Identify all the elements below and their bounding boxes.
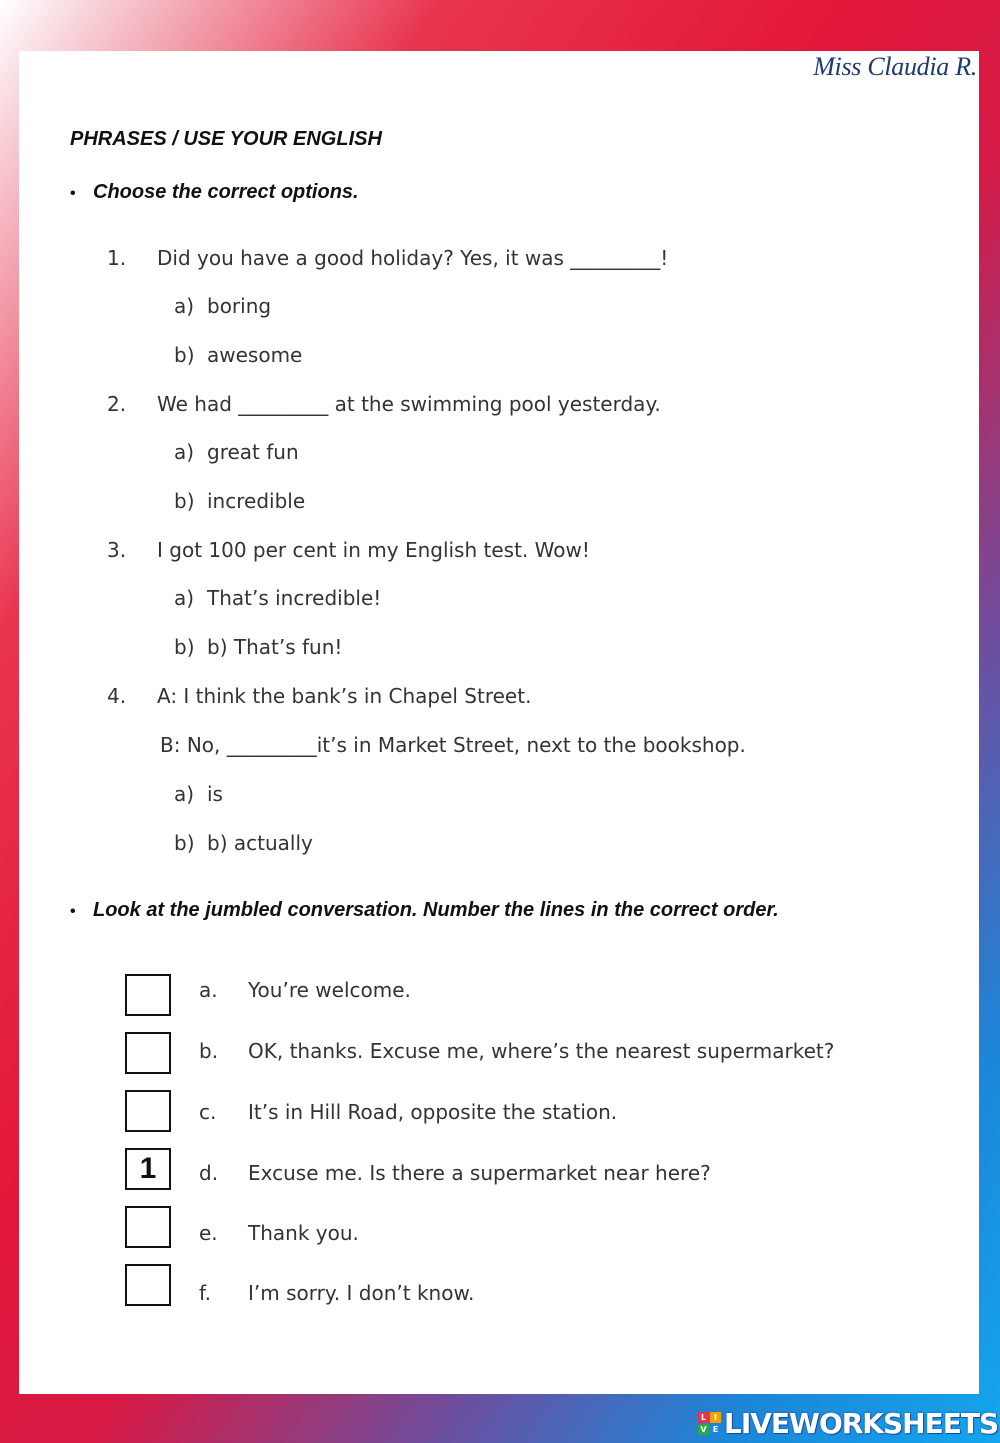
question-text: We had _________ at the swimming pool yesterday.	[157, 392, 661, 416]
answer-box[interactable]	[125, 1032, 171, 1074]
option-label: a)	[174, 440, 195, 464]
option-label: a)	[174, 782, 195, 806]
worksheet-page	[19, 51, 979, 1394]
line-letter: c.	[199, 1100, 217, 1124]
line-letter: e.	[199, 1221, 218, 1245]
line-letter: a.	[199, 978, 218, 1002]
question-number: 2.	[107, 392, 127, 416]
logo-mark-tile: E	[710, 1424, 721, 1435]
line-text: Thank you.	[248, 1221, 359, 1245]
option-text[interactable]: incredible	[207, 489, 306, 513]
question-text-line2: B: No, _________it’s in Market Street, next to the bookshop.	[160, 733, 746, 757]
line-letter: d.	[199, 1161, 219, 1185]
liveworksheets-logo[interactable]	[698, 1406, 998, 1440]
bullet: •	[70, 185, 76, 202]
line-text: I’m sorry. I don’t know.	[248, 1281, 475, 1305]
section1-instruction: • Choose the correct options.	[70, 181, 359, 203]
option-text[interactable]: b) actually	[207, 831, 313, 855]
line-text: It’s in Hill Road, opposite the station.	[248, 1100, 618, 1124]
section2-instruction: • Look at the jumbled conversation. Number the lines in the correct order.	[70, 899, 779, 921]
option-label: b)	[174, 831, 195, 855]
option-label: b)	[174, 635, 195, 659]
answer-box[interactable]	[125, 1206, 171, 1248]
question-number: 3.	[107, 538, 127, 562]
logo-mark-tile: V	[698, 1424, 709, 1435]
option-text[interactable]: awesome	[207, 343, 303, 367]
question-number: 1.	[107, 246, 127, 270]
option-text[interactable]: That’s incredible!	[207, 586, 382, 610]
logo-text: LIVEWORKSHEETS	[724, 1406, 999, 1440]
option-label: a)	[174, 294, 195, 318]
answer-box[interactable]	[125, 1090, 171, 1132]
question-text: I got 100 per cent in my English test. Wow!	[157, 538, 590, 562]
option-label: a)	[174, 586, 195, 610]
option-label: b)	[174, 489, 195, 513]
line-letter: f.	[199, 1281, 211, 1305]
option-label: b)	[174, 343, 195, 367]
bullet: •	[70, 903, 76, 920]
worksheet-heading: PHRASES / USE YOUR ENGLISH	[70, 128, 382, 150]
question-text: A: I think the bank’s in Chapel Street.	[157, 684, 532, 708]
option-text[interactable]: is	[207, 782, 223, 806]
option-text[interactable]: b) That’s fun!	[207, 635, 343, 659]
answer-box[interactable]	[125, 974, 171, 1016]
logo-mark-tile: L	[698, 1412, 709, 1423]
logo-mark-icon	[698, 1412, 721, 1435]
logo-mark-tile: I	[710, 1412, 721, 1423]
answer-box[interactable]: 1	[125, 1148, 171, 1190]
author-name: Miss Claudia R.	[813, 52, 977, 81]
line-text: OK, thanks. Excuse me, where’s the nearest supermarket?	[248, 1039, 835, 1063]
line-letter: b.	[199, 1039, 219, 1063]
answer-box[interactable]	[125, 1264, 171, 1306]
line-text: Excuse me. Is there a supermarket near here?	[248, 1161, 711, 1185]
option-text[interactable]: great fun	[207, 440, 299, 464]
question-text: Did you have a good holiday? Yes, it was _________!	[157, 246, 669, 270]
question-number: 4.	[107, 684, 127, 708]
option-text[interactable]: boring	[207, 294, 272, 318]
line-text: You’re welcome.	[248, 978, 411, 1002]
